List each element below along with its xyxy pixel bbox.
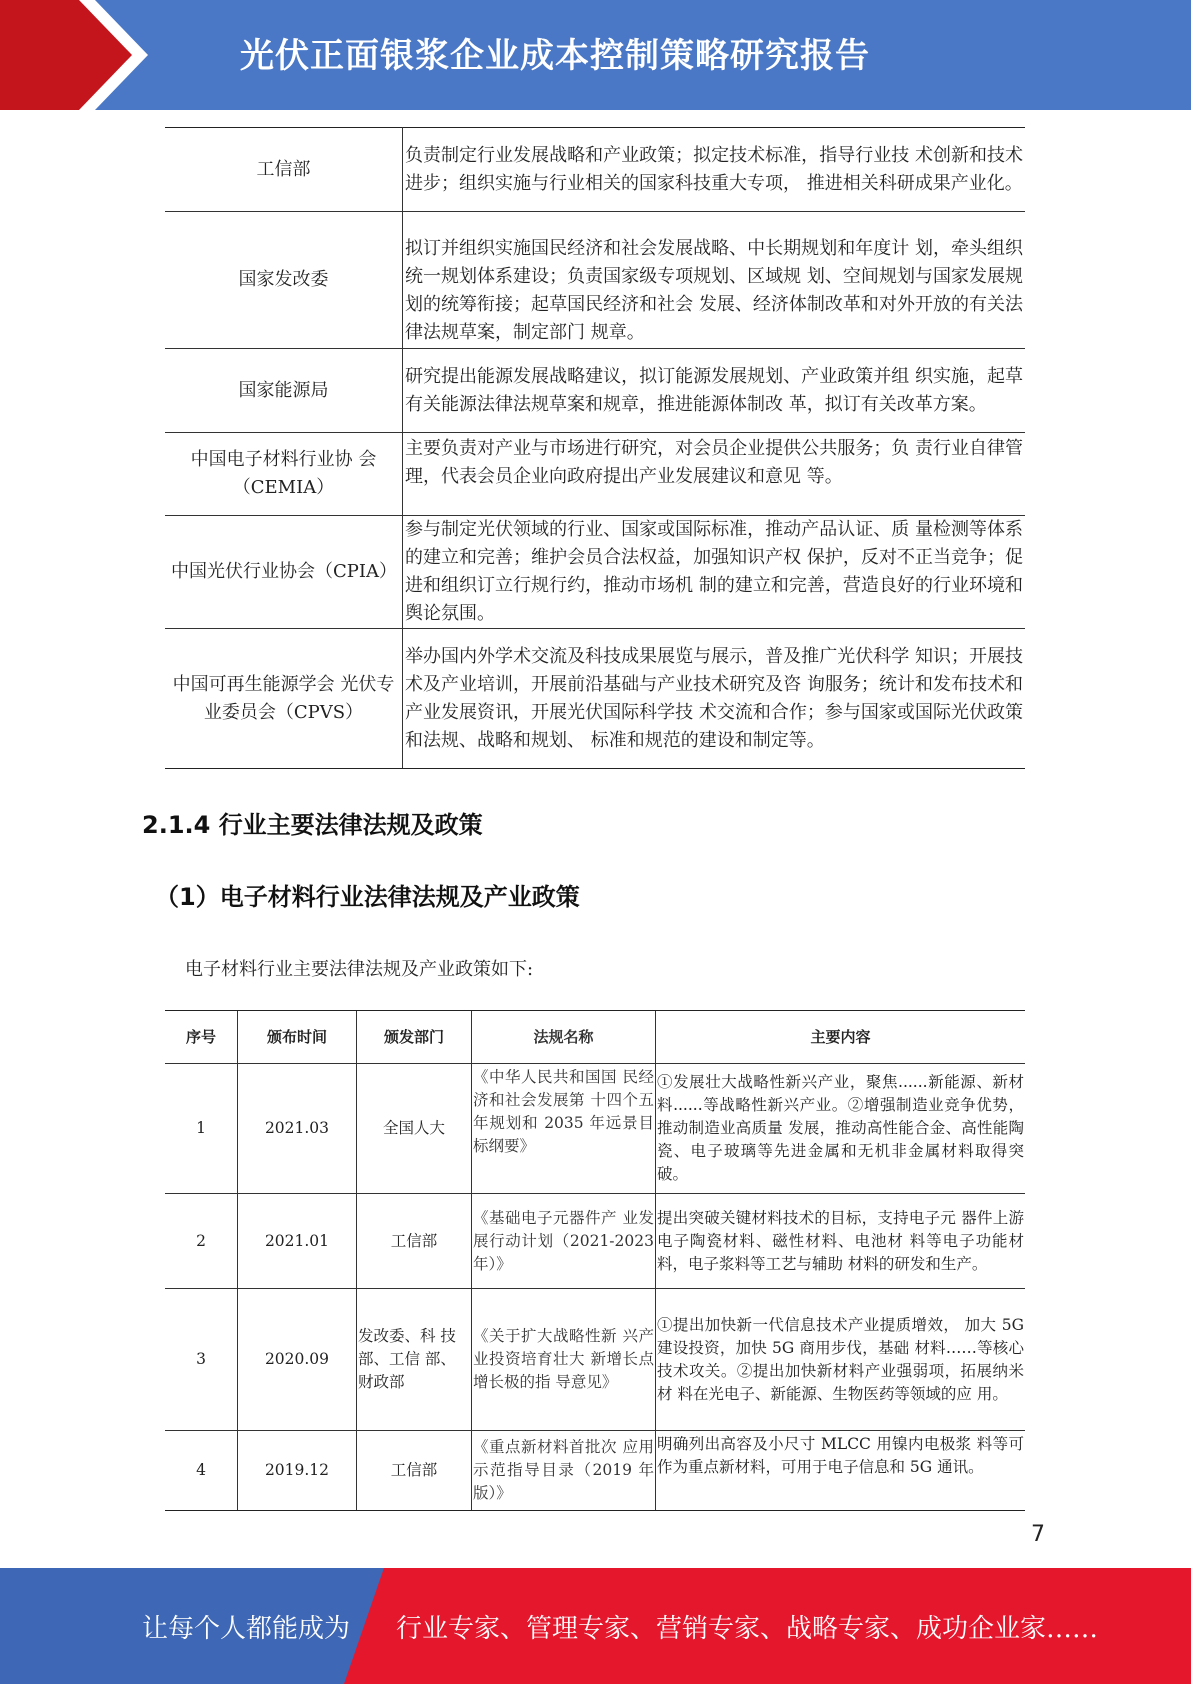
cell-no: 3 xyxy=(165,1289,238,1431)
table-row xyxy=(165,128,1025,212)
cell-date: 2020.09 xyxy=(238,1289,357,1431)
cell-law: 《中华人民共和国国 民经济和社会发展第 十四个五年规划和 2035 年远景目标纲要》 xyxy=(472,1064,656,1194)
org-name: 国家发改委 xyxy=(165,212,403,349)
table-row xyxy=(165,433,1025,516)
col-header-content: 主要内容 xyxy=(656,1011,1026,1064)
cell-dept: 工信部 xyxy=(357,1194,472,1289)
footer-slogan-right: 行业专家、管理专家、营销专家、战略专家、成功企业家…… xyxy=(396,1614,1099,1644)
cell-date: 2021.03 xyxy=(238,1064,357,1194)
org-name: 国家能源局 xyxy=(165,349,403,433)
regulatory-bodies-table xyxy=(165,127,1025,769)
table-row xyxy=(165,516,1025,629)
cell-content: ①发展壮大战略性新兴产业，聚焦......新能源、新材料......等战略性新兴产业。②增强制造业竞争优势，推动制造业高质量 发展，推动高性能合金、高性能陶瓷、电子玻璃等先进金属和无机非金属材料取得突 破。 xyxy=(656,1064,1026,1194)
cell-content: ①提出加快新一代信息技术产业提质增效， 加大 5G 建设投资，加快 5G 商用步伐，基础 材料……等核心技术攻关。②提出加快新材料产业强弱项，拓展纳米材 料在光电子、新能源、生物医药等领域的应 用。 xyxy=(656,1289,1026,1431)
page-header xyxy=(0,0,1191,110)
cell-law: 《重点新材料首批次 应用示范指导目录（2019 年版）》 xyxy=(472,1431,656,1511)
cell-law: 《基础电子元器件产 业发展行动计划（2021-2023 年）》 xyxy=(472,1194,656,1289)
page-number: 7 xyxy=(1031,1522,1045,1547)
col-header-no: 序号 xyxy=(165,1011,238,1064)
org-name: 中国光伏行业协会（CPIA） xyxy=(165,516,403,629)
subsection-heading: （1）电子材料行业法律法规及产业政策 xyxy=(155,883,580,911)
cell-no: 1 xyxy=(165,1064,238,1194)
col-header-law: 法规名称 xyxy=(472,1011,656,1064)
table-row xyxy=(165,1431,1025,1511)
laws-policies-table xyxy=(165,1010,1025,1511)
org-duty: 研究提出能源发展战略建议，拟订能源发展规划、产业政策并组 织实施，起草有关能源法律法规草案和规章，推进能源体制改 革，拟订有关改革方案。 xyxy=(403,349,1026,433)
header-chevron-icon xyxy=(0,0,132,110)
section-heading: 2.1.4 行业主要法律法规及政策 xyxy=(142,811,483,839)
page-footer xyxy=(0,1568,1191,1684)
footer-slogan-left: 让每个人都能成为 xyxy=(142,1614,351,1644)
cell-content: 提出突破关键材料技术的目标，支持电子元 器件上游电子陶瓷材料、磁性材料、电池材 料等电子功能材料，电子浆料等工艺与辅助 材料的研发和生产。 xyxy=(656,1194,1026,1289)
org-duty: 主要负责对产业与市场进行研究，对会员企业提供公共服务；负 责行业自律管理，代表会员企业向政府提出产业发展建议和意见 等。 xyxy=(403,433,1026,516)
org-duty: 负责制定行业发展战略和产业政策；拟定技术标准，指导行业技 术创新和技术进步；组织实施与行业相关的国家科技重大专项， 推进相关科研成果产业化。 xyxy=(403,128,1026,212)
cell-law: 《关于扩大战略性新 兴产业投资培育壮大 新增长点增长极的指 导意见》 xyxy=(472,1289,656,1431)
org-duty: 举办国内外学术交流及科技成果展览与展示，普及推广光伏科学 知识；开展技术及产业培训，开展前沿基础与产业技术研究及咨 询服务；统计和发布技术和产业发展资讯，开展光伏国际科学技 术交流和合作；参与国家或国际光伏政策和法规、战略和规划、 标准和规范的建设和制定等。 xyxy=(403,629,1026,769)
cell-content: 明确列出高容及小尺寸 MLCC 用镍内电极浆 料等可作为重点新材料，可用于电子信息和 5G 通讯。 xyxy=(656,1431,1026,1511)
table-header-row xyxy=(165,1011,1025,1064)
table-row xyxy=(165,212,1025,349)
org-name: 工信部 xyxy=(165,128,403,212)
table-row xyxy=(165,1194,1025,1289)
cell-no: 4 xyxy=(165,1431,238,1511)
report-title: 光伏正面银浆企业成本控制策略研究报告 xyxy=(240,36,870,76)
cell-no: 2 xyxy=(165,1194,238,1289)
org-name: 中国可再生能源学会 光伏专业委员会（CPVS） xyxy=(165,629,403,769)
table-row xyxy=(165,1064,1025,1194)
col-header-dept: 颁发部门 xyxy=(357,1011,472,1064)
cell-date: 2019.12 xyxy=(238,1431,357,1511)
cell-date: 2021.01 xyxy=(238,1194,357,1289)
org-duty: 拟订并组织实施国民经济和社会发展战略、中长期规划和年度计 划，牵头组织统一规划体系建设；负责国家级专项规划、区域规 划、空间规划与国家发展规划的统筹衔接；起草国民经济和社会 发展、经济体制改革和对外开放的有关法律法规草案，制定部门 规章。 xyxy=(403,212,1026,349)
cell-dept: 发改委、科 技部、工信 部、财政部 xyxy=(357,1289,472,1431)
cell-dept: 全国人大 xyxy=(357,1064,472,1194)
intro-paragraph: 电子材料行业主要法律法规及产业政策如下: xyxy=(185,959,534,980)
col-header-date: 颁布时间 xyxy=(238,1011,357,1064)
table-row xyxy=(165,629,1025,769)
org-duty: 参与制定光伏领域的行业、国家或国际标准，推动产品认证、质 量检测等体系的建立和完善；维护会员合法权益，加强知识产权 保护，反对不正当竞争；促进和组织订立行规行约，推动市场机 制的建立和完善，营造良好的行业环境和舆论氛围。 xyxy=(403,516,1026,629)
org-name: 中国电子材料行业协 会（CEMIA） xyxy=(165,433,403,516)
table-row xyxy=(165,1289,1025,1431)
table-row xyxy=(165,349,1025,433)
cell-dept: 工信部 xyxy=(357,1431,472,1511)
